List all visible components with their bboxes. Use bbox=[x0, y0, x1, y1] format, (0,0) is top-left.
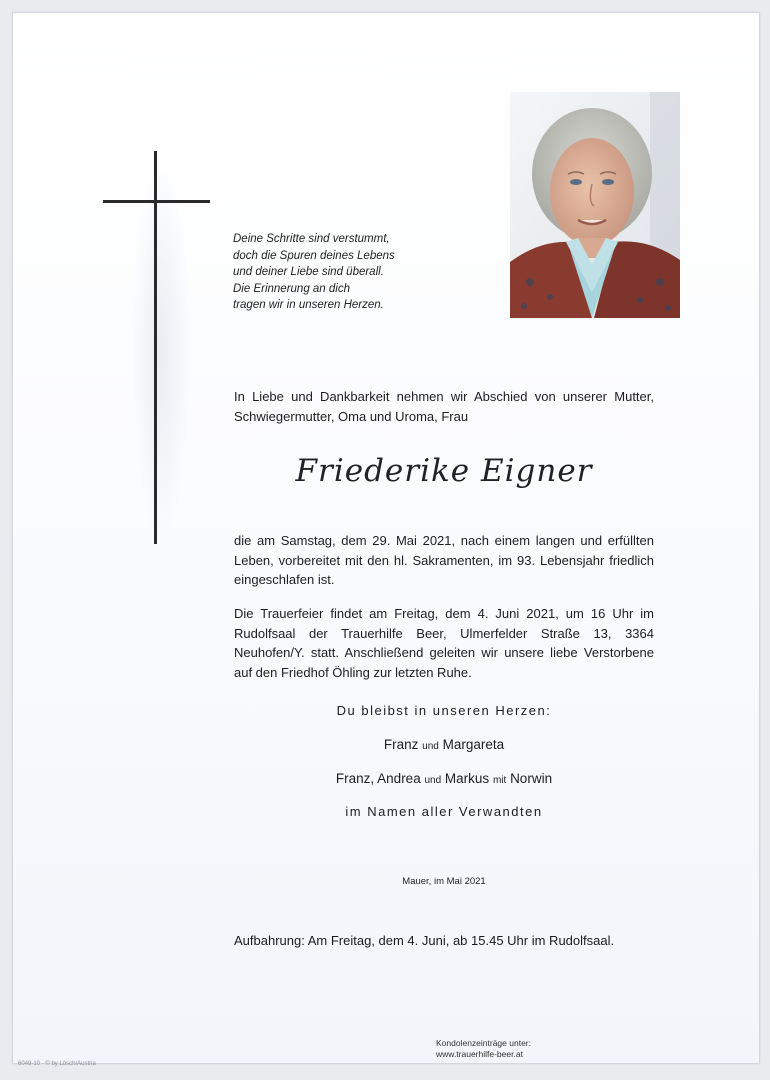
conjunction: und bbox=[424, 775, 442, 786]
family-member: Margareta bbox=[442, 737, 505, 752]
conjunction: und bbox=[422, 741, 439, 752]
death-notice-text: die am Samstag, dem 29. Mai 2021, nach einem langen und erfüllten Leben, vorbereitet mit den hl. Sakramenten, im 93. Lebensjahr friedlich eingeschlafen ist. bbox=[234, 533, 654, 587]
poem-line: doch die Spuren deines Lebens bbox=[233, 249, 395, 262]
deceased-name: Friederike Eigner bbox=[295, 453, 593, 489]
portrait-photo bbox=[510, 92, 680, 318]
intro-text: In Liebe und Dankbarkeit nehmen wir Abschied von unserer Mutter, Schwiegermutter, Oma und Uroma, Frau bbox=[234, 389, 654, 424]
poem bbox=[233, 231, 463, 314]
condolence-info bbox=[436, 1038, 531, 1060]
place-date: Mauer, im Mai 2021 bbox=[402, 876, 486, 887]
poem-line: Deine Schritte sind verstummt, bbox=[233, 233, 390, 245]
copyright-note: 6049-10 · © by Lösch/Austria bbox=[18, 1061, 96, 1067]
family-member: Franz bbox=[383, 737, 419, 752]
funeral-info-text: Die Trauerfeier findet am Freitag, dem 4. Juni 2021, um 16 Uhr im Rudolfsaal der Trauerhilfe Beer, Ulmerfelder Straße 13, 3364 Neuhofen/Y. statt. Anschließend geleiten wir unsere liebe Verstorbene auf den Friedhof Öhling zur letzten Ruhe. bbox=[234, 606, 654, 680]
family-member: Franz, Andrea bbox=[335, 771, 421, 786]
family-member: Norwin bbox=[510, 771, 553, 786]
family-line-2 bbox=[234, 771, 654, 786]
condolence-label: Kondolenzeinträge unter: bbox=[436, 1038, 531, 1048]
poem-line: und deiner Liebe sind überall. bbox=[233, 266, 384, 278]
poem-line: tragen wir in unseren Herzen. bbox=[233, 299, 384, 311]
cross-icon bbox=[154, 151, 157, 544]
viewing-info: Aufbahrung: Am Freitag, dem 4. Juni, ab 15.45 Uhr im Rudolfsaal. bbox=[234, 933, 615, 948]
obituary-sheet bbox=[12, 12, 760, 1064]
cross-shadow bbox=[131, 163, 191, 543]
conjunction: mit bbox=[492, 775, 507, 786]
cross-icon-bar bbox=[103, 200, 210, 203]
family-member: Markus bbox=[444, 771, 490, 786]
family-line-1 bbox=[234, 737, 654, 752]
condolence-url[interactable]: www.trauerhilfe-beer.at bbox=[436, 1049, 523, 1059]
poem-line: Die Erinnerung an dich bbox=[233, 282, 350, 295]
relatives-line: im Namen aller Verwandten bbox=[345, 804, 543, 819]
mourning-heading: Du bleibst in unseren Herzen: bbox=[336, 703, 552, 718]
